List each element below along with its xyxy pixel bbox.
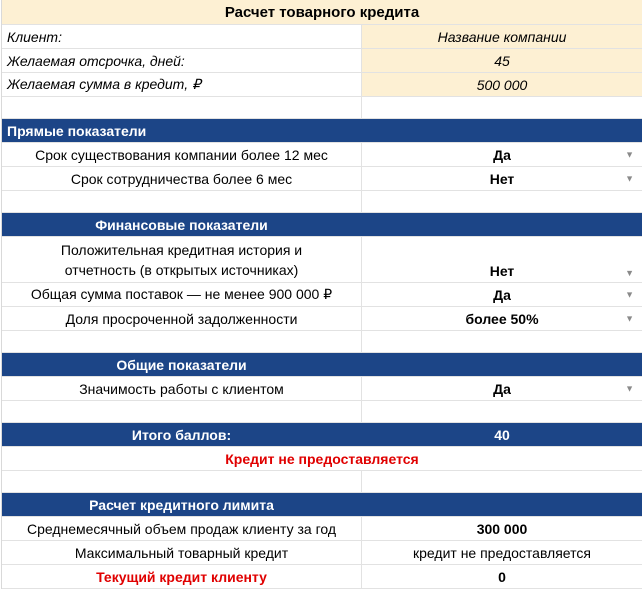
limit-row-sales [2,517,642,541]
spacer-row [2,401,642,423]
cooperation-select[interactable] [362,167,642,190]
section-header-direct [2,119,642,143]
chevron-down-icon[interactable]: ▼ [625,313,634,323]
spacer-row [2,331,642,353]
credit-history-label-line2: отчетность (в открытых источниках) [64,261,299,278]
empty-cell [362,401,642,422]
general-row-importance [2,377,642,401]
company-age-select[interactable] [362,143,642,166]
section-title-direct: Прямые показатели [7,122,147,139]
empty-cell [2,331,362,352]
section-title-general: Общие показатели [2,353,362,376]
amount-label: Желаемая сумма в кредит, ₽ [2,73,362,96]
overdue-value: более 50% [465,310,539,327]
section-title-financial: Финансовые показатели [2,213,362,236]
spacer-row [2,191,642,213]
amount-input[interactable]: 500 000 [362,73,642,96]
deferral-label: Желаемая отсрочка, дней: [2,49,362,72]
chevron-down-icon[interactable]: ▼ [625,268,634,278]
company-age-value: Да [493,146,511,163]
credit-history-label [2,237,362,282]
max-credit-label: Максимальный товарный кредит [2,541,362,564]
chevron-down-icon[interactable]: ▼ [625,383,634,393]
supplies-select[interactable] [362,283,642,306]
spacer-row [2,471,642,493]
empty-cell [2,97,362,118]
credit-calculation-sheet [1,0,642,589]
empty-cell [362,331,642,352]
spacer-row [2,97,642,119]
chevron-down-icon[interactable]: ▼ [625,173,634,183]
total-row [2,423,642,447]
importance-select[interactable] [362,377,642,400]
input-row-amount [2,73,642,97]
input-row-client [2,25,642,49]
importance-label: Значимость работы с клиентом [2,377,362,400]
empty-cell [362,191,642,212]
section-header-general [2,353,642,377]
verdict-text: Кредит не предоставляется [225,450,419,467]
current-credit-value: 0 [498,568,506,585]
sheet-title: Расчет товарного кредита [2,0,642,24]
cooperation-label: Срок сотрудничества более 6 мес [2,167,362,190]
total-value: 40 [494,426,510,443]
financial-row-overdue [2,307,642,331]
empty-cell [362,471,642,492]
direct-row-company-age [2,143,642,167]
chevron-down-icon[interactable]: ▼ [625,289,634,299]
credit-history-select[interactable] [362,237,642,282]
section-header-limit [2,493,642,517]
financial-row-credit-history [2,237,642,283]
sales-label: Среднемесячный объем продаж клиенту за год [2,517,362,540]
importance-value: Да [493,380,511,397]
cooperation-value: Нет [489,170,515,187]
supplies-label: Общая сумма поставок — не менее 900 000 ₽ [2,283,362,306]
empty-cell [2,401,362,422]
empty-cell [362,353,642,376]
verdict-row [2,447,642,471]
credit-history-label-line1: Положительная кредитная история и [60,241,303,258]
max-credit-value: кредит не предоставляется [413,544,591,561]
credit-history-value: Нет [489,263,515,279]
deferral-input[interactable]: 45 [362,49,642,72]
title-row [2,0,642,25]
supplies-value: Да [493,286,511,303]
total-label: Итого баллов: [2,423,362,446]
section-title-limit: Расчет кредитного лимита [2,493,362,516]
financial-row-supplies [2,283,642,307]
empty-cell [362,493,642,516]
overdue-label: Доля просроченной задолженности [2,307,362,330]
limit-row-current-credit [2,565,642,589]
current-credit-label: Текущий кредит клиенту [2,565,362,588]
chevron-down-icon[interactable]: ▼ [625,149,634,159]
sales-value: 300 000 [476,520,528,537]
empty-cell [2,471,362,492]
empty-cell [362,97,642,118]
client-input[interactable]: Название компании [362,25,642,48]
limit-row-max-credit [2,541,642,565]
input-row-deferral [2,49,642,73]
company-age-label: Срок существования компании более 12 мес [2,143,362,166]
empty-cell [2,191,362,212]
section-header-financial [2,213,642,237]
empty-cell [362,213,642,236]
client-label: Клиент: [2,25,362,48]
overdue-select[interactable] [362,307,642,330]
direct-row-cooperation [2,167,642,191]
